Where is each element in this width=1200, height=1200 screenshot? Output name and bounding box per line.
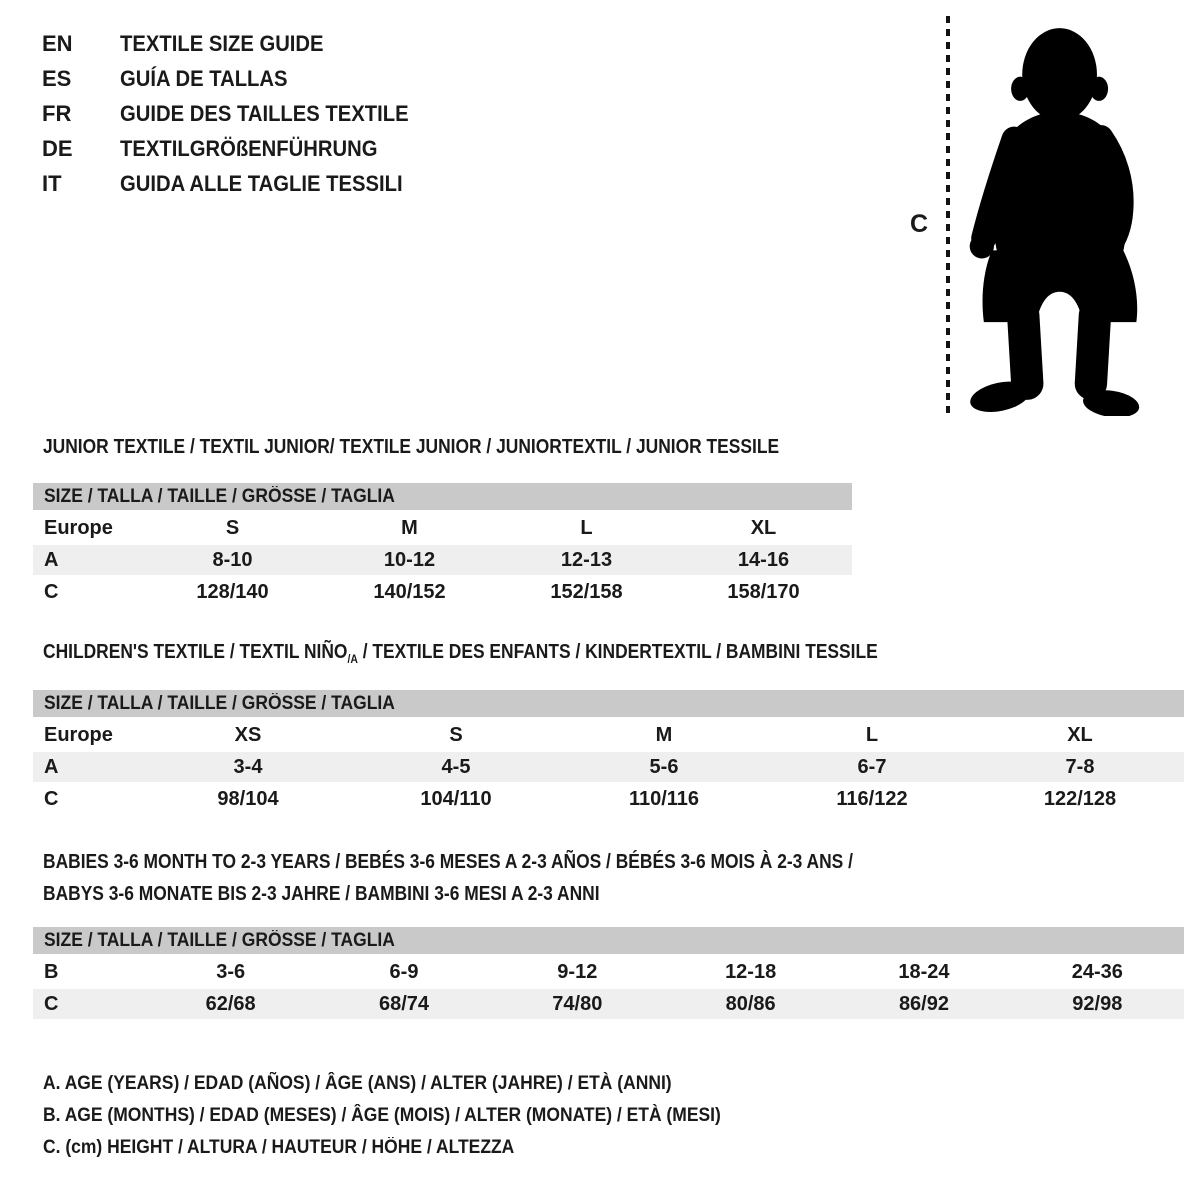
height-cell: 116/122 — [836, 787, 908, 810]
babies-section-title-line2 — [43, 883, 683, 906]
height-cell: 80/86 — [725, 992, 776, 1015]
months-cell: 9-12 — [557, 960, 598, 983]
age-cell: 6-7 — [857, 755, 887, 778]
row-label-c: C — [44, 787, 59, 810]
months-cell: 24-36 — [1071, 960, 1123, 983]
size-cell: L — [580, 516, 593, 539]
legend-age-years — [43, 1073, 726, 1095]
size-header-bar — [33, 690, 1184, 717]
language-title-list — [42, 26, 434, 201]
children-section-title-text — [43, 641, 878, 666]
language-label: GUIDE DES TAILLES TEXTILE — [120, 100, 409, 126]
children-age-row — [33, 752, 1184, 782]
height-cell: 74/80 — [552, 992, 603, 1015]
age-cell: 10-12 — [383, 548, 436, 571]
size-cell: XL — [750, 516, 777, 539]
children-title-sub: /A — [347, 652, 358, 666]
children-size-row — [33, 720, 1184, 750]
junior-section-title-text: JUNIOR TEXTILE / TEXTIL JUNIOR/ TEXTILE JUNIOR / JUNIORTEXTIL / JUNIOR TESSILE — [43, 436, 780, 458]
height-cell: 104/110 — [420, 787, 492, 810]
months-cell: 6-9 — [389, 960, 419, 983]
height-cell: 128/140 — [196, 580, 269, 603]
height-cell: 152/158 — [550, 580, 623, 603]
legend-height-cm — [43, 1137, 555, 1159]
measure-label-c: C — [910, 210, 929, 238]
babies-section-title-line1 — [43, 851, 974, 874]
height-cell: 86/92 — [898, 992, 949, 1015]
language-row-it — [42, 166, 434, 201]
months-cell: 12-18 — [725, 960, 777, 983]
region-label: Europe — [44, 516, 113, 539]
children-height-row — [33, 784, 1184, 814]
size-cell: M — [655, 723, 673, 746]
age-cell: 5-6 — [649, 755, 679, 778]
row-label-b: B — [44, 960, 59, 983]
children-size-table — [33, 690, 1184, 816]
row-label-a: A — [44, 548, 59, 571]
months-cell: 3-6 — [216, 960, 246, 983]
height-cell: 62/68 — [205, 992, 256, 1015]
junior-section-title — [43, 436, 889, 459]
legend-height-cm-text: C. (cm) HEIGHT / ALTURA / HAUTEUR / HÖHE / ALTEZZA — [43, 1137, 515, 1158]
legend-age-months-text: B. AGE (MONTHS) / EDAD (MESES) / ÂGE (MOIS) / ALTER (MONATE) / ETÀ (MESI) — [43, 1105, 721, 1126]
language-label: GUIDA ALLE TAGLIE TESSILI — [120, 170, 403, 196]
junior-size-row — [33, 513, 852, 543]
language-label: GUÍA DE TALLAS — [120, 65, 288, 91]
children-title-pre: CHILDREN'S TEXTILE / TEXTIL NIÑO — [43, 641, 348, 663]
language-row-fr — [42, 96, 434, 131]
children-section-title — [43, 641, 1002, 666]
size-header-label: SIZE / TALLA / TAILLE / GRÖSSE / TAGLIA — [44, 692, 395, 714]
language-code: ES — [42, 65, 72, 91]
toddler-silhouette-image — [960, 12, 1140, 416]
babies-height-row — [33, 989, 1184, 1019]
age-cell: 12-13 — [560, 548, 613, 571]
row-label-c: C — [44, 580, 59, 603]
junior-height-row — [33, 577, 852, 607]
age-cell: 8-10 — [212, 548, 253, 571]
size-header-bar — [33, 927, 1184, 954]
language-row-de — [42, 131, 434, 166]
language-code: FR — [42, 100, 72, 126]
junior-size-table — [33, 483, 852, 609]
language-code: EN — [42, 30, 73, 56]
age-cell: 3-4 — [233, 755, 263, 778]
age-cell: 7-8 — [1065, 755, 1095, 778]
language-code: IT — [42, 170, 62, 196]
height-cell: 122/128 — [1043, 787, 1117, 810]
language-row-es — [42, 61, 434, 96]
size-header-bar — [33, 483, 852, 510]
height-cell: 110/116 — [628, 787, 700, 810]
babies-title-line2-text: BABYS 3-6 MONATE BIS 2-3 JAHRE / BAMBINI 3-6 MESI A 2-3 ANNI — [43, 883, 600, 905]
height-cell: 98/104 — [217, 787, 279, 810]
age-cell: 4-5 — [441, 755, 471, 778]
babies-title-line1-text: BABIES 3-6 MONTH TO 2-3 YEARS / BEBÉS 3-6 MESES A 2-3 AÑOS / BÉBÉS 3-6 MOIS À 2-3 ANS / — [43, 851, 853, 873]
size-header-label: SIZE / TALLA / TAILLE / GRÖSSE / TAGLIA — [44, 929, 395, 951]
junior-age-row — [33, 545, 852, 575]
height-measure-dashed-line — [946, 16, 950, 416]
row-label-c: C — [44, 992, 59, 1015]
legend-age-years-text: A. AGE (YEARS) / EDAD (AÑOS) / ÂGE (ANS) / ALTER (JAHRE) / ETÀ (ANNI) — [43, 1073, 672, 1094]
language-label: TEXTILGRÖßENFÜHRUNG — [120, 135, 378, 161]
babies-months-row — [33, 957, 1184, 987]
size-cell: S — [449, 723, 463, 746]
height-cell: 158/170 — [727, 580, 800, 603]
age-cell: 14-16 — [737, 548, 790, 571]
language-code: DE — [42, 135, 73, 161]
language-row-en — [42, 26, 434, 61]
size-cell: M — [401, 516, 418, 539]
region-label: Europe — [44, 723, 113, 746]
size-cell: S — [225, 516, 240, 539]
row-label-a: A — [44, 755, 59, 778]
size-cell: L — [865, 723, 879, 746]
height-cell: 68/74 — [378, 992, 430, 1015]
babies-size-table — [33, 927, 1184, 1021]
months-cell: 18-24 — [898, 960, 950, 983]
language-label: TEXTILE SIZE GUIDE — [120, 30, 324, 56]
height-cell: 140/152 — [373, 580, 446, 603]
legend-age-months — [43, 1105, 780, 1127]
size-header-label: SIZE / TALLA / TAILLE / GRÖSSE / TAGLIA — [44, 485, 395, 507]
children-title-post: / TEXTILE DES ENFANTS / KINDERTEXTIL / BAMBINI TESSILE — [357, 641, 878, 663]
size-cell: XS — [234, 723, 262, 746]
size-cell: XL — [1067, 723, 1093, 746]
height-cell: 92/98 — [1072, 992, 1123, 1015]
